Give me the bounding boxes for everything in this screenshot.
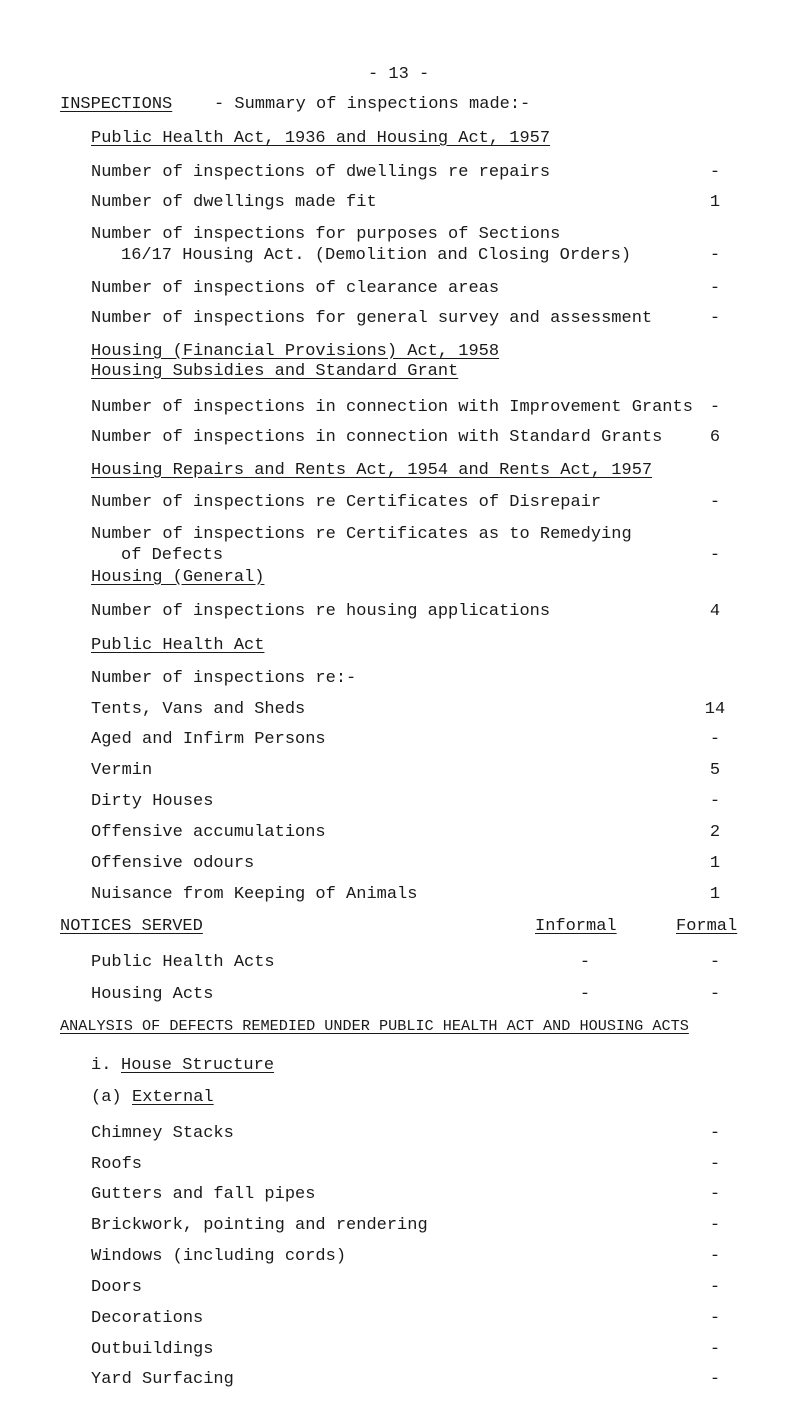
- analysis-sub-sub-title: External: [132, 1088, 214, 1107]
- defect-row-value: -: [709, 1124, 721, 1143]
- defect-row-value: -: [709, 1216, 721, 1235]
- notice-row-informal: -: [579, 953, 591, 972]
- row-label: Number of inspections of clearance areas: [91, 279, 500, 298]
- section-title-public-health-act: Public Health Act: [91, 636, 265, 655]
- row-label-continued: 16/17 Housing Act. (Demolition and Closing Orders): [121, 246, 632, 265]
- row-label: Number of inspections re Certificates as to Remedying: [91, 525, 632, 544]
- row-label: Number of inspections for general survey and assessment: [91, 309, 653, 328]
- defect-row-value: -: [709, 1185, 721, 1204]
- row-value: 4: [709, 602, 721, 621]
- notice-row-informal: -: [579, 985, 591, 1004]
- inspections-heading-rest: - Summary of inspections made:-: [214, 95, 531, 114]
- defect-row-label: Yard Surfacing: [91, 1370, 234, 1389]
- row-label: Number of inspections for purposes of Sections: [91, 225, 561, 244]
- defect-row-label: Roofs: [91, 1155, 143, 1174]
- row-label: Offensive accumulations: [91, 823, 326, 842]
- analysis-heading: ANALYSIS OF DEFECTS REMEDIED UNDER PUBLIC HEALTH ACT AND HOUSING ACTS: [60, 1017, 689, 1035]
- notices-col-informal: Informal: [535, 917, 617, 936]
- row-value: 1: [709, 885, 721, 904]
- row-label: Number of dwellings made fit: [91, 193, 377, 212]
- row-label: Number of inspections in connection with Improvement Grants: [91, 398, 693, 417]
- row-value: 1: [709, 193, 721, 212]
- notices-col-formal: Formal: [676, 917, 738, 936]
- row-value: -: [709, 309, 721, 328]
- defect-row-value: -: [709, 1370, 721, 1389]
- section-intro: Number of inspections re:-: [91, 669, 357, 688]
- notice-row-formal: -: [709, 953, 721, 972]
- defect-row-value: -: [709, 1309, 721, 1328]
- section-title-repairs-rents: Housing Repairs and Rents Act, 1954 and Rents Act, 1957: [91, 461, 653, 480]
- section-title-public-health-housing: Public Health Act, 1936 and Housing Act, 1957: [91, 129, 551, 148]
- defect-row-value: -: [709, 1340, 721, 1359]
- row-value: -: [709, 279, 721, 298]
- notice-row-formal: -: [709, 985, 721, 1004]
- row-value: -: [709, 730, 721, 749]
- defect-row-value: -: [709, 1155, 721, 1174]
- row-value: 14: [704, 700, 726, 719]
- defect-row-label: Outbuildings: [91, 1340, 214, 1359]
- defect-row-label: Windows (including cords): [91, 1247, 347, 1266]
- defect-row-label: Doors: [91, 1278, 143, 1297]
- row-value: -: [709, 493, 721, 512]
- defect-row-value: -: [709, 1247, 721, 1266]
- row-value: 5: [709, 761, 721, 780]
- notice-row-label: Public Health Acts: [91, 953, 275, 972]
- defect-row-label: Brickwork, pointing and rendering: [91, 1216, 428, 1235]
- row-label: Aged and Infirm Persons: [91, 730, 326, 749]
- row-value: -: [709, 792, 721, 811]
- row-value: 6: [709, 428, 721, 447]
- notices-heading: NOTICES SERVED: [60, 917, 203, 936]
- row-label: Number of inspections of dwellings re repairs: [91, 163, 551, 182]
- defect-row-label: Decorations: [91, 1309, 204, 1328]
- analysis-sub-sub-num: (a): [91, 1088, 122, 1107]
- row-value: -: [709, 246, 721, 265]
- inspections-heading: INSPECTIONS: [60, 95, 173, 114]
- row-label: Number of inspections re housing applications: [91, 602, 551, 621]
- row-value: 1: [709, 854, 721, 873]
- row-label-continued: of Defects: [121, 546, 224, 565]
- analysis-sub-num: i.: [91, 1056, 112, 1075]
- row-label: Number of inspections in connection with Standard Grants: [91, 428, 663, 447]
- section-subtitle-subsidies: Housing Subsidies and Standard Grant: [91, 362, 459, 381]
- defect-row-label: Chimney Stacks: [91, 1124, 234, 1143]
- row-label: Nuisance from Keeping of Animals: [91, 885, 418, 904]
- row-label: Vermin: [91, 761, 153, 780]
- row-value: -: [709, 163, 721, 182]
- analysis-sub-title: House Structure: [121, 1056, 275, 1075]
- row-label: Dirty Houses: [91, 792, 214, 811]
- notice-row-label: Housing Acts: [91, 985, 214, 1004]
- defect-row-label: Gutters and fall pipes: [91, 1185, 316, 1204]
- row-value: 2: [709, 823, 721, 842]
- page-number: - 13 -: [368, 65, 430, 84]
- row-label: Offensive odours: [91, 854, 255, 873]
- section-title-financial-provisions: Housing (Financial Provisions) Act, 1958: [91, 342, 500, 361]
- row-label: Number of inspections re Certificates of Disrepair: [91, 493, 602, 512]
- section-title-housing-general: Housing (General): [91, 568, 265, 587]
- row-value: -: [709, 546, 721, 565]
- row-label: Tents, Vans and Sheds: [91, 700, 306, 719]
- defect-row-value: -: [709, 1278, 721, 1297]
- row-value: -: [709, 398, 721, 417]
